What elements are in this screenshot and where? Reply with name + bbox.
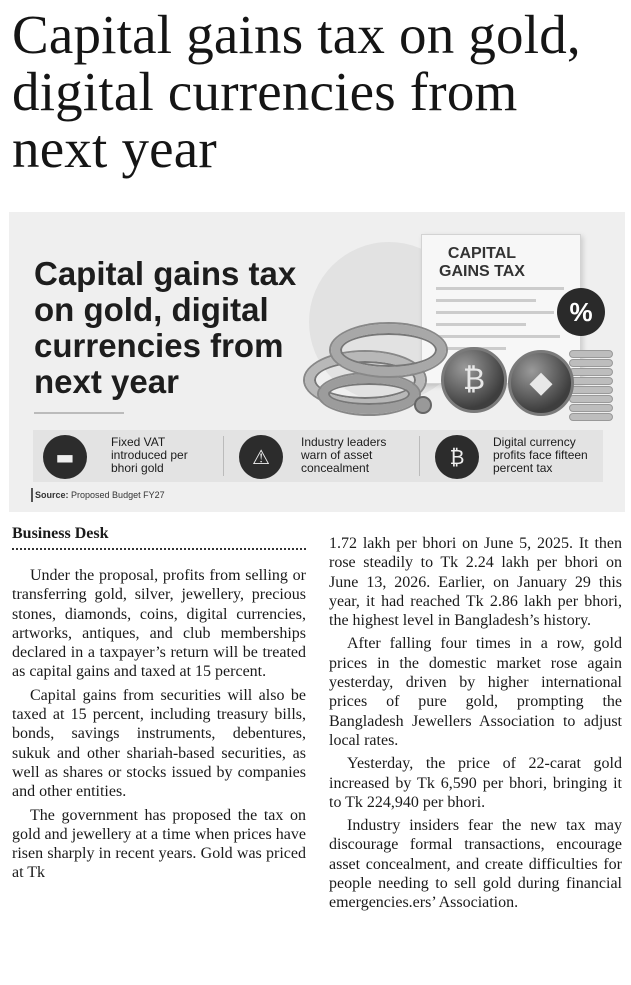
article-paragraph: Industry insiders fear the new tax may discourage formal transactions, encourage asset concealment, and create difficulties for people needing to sell gold during financial emergencies.ers’ Association. (329, 817, 622, 912)
pendant-icon (414, 396, 432, 414)
source-text: Proposed Budget FY27 (71, 490, 165, 500)
article-column-right (329, 534, 622, 917)
article-paragraph: After falling four times in a row, gold prices in the domestic market rose again yesterday, driven by higher international prices of pure gold, prompting the Bangladesh Jewellers Association to adjust local rates. (329, 635, 622, 749)
title-rule (34, 412, 124, 414)
source-marker (31, 488, 33, 502)
infographic-title: Capital gains tax on gold, digital currencies from next year (34, 255, 297, 400)
feature-text: Digital currency profits face fifteen percent tax (493, 435, 588, 475)
article-paragraph: The government has proposed the tax on gold and jewellery at a time when prices have risen sharply in recent years. Gold was priced at Tk (12, 806, 306, 882)
article-column-left (12, 524, 306, 887)
feature-text: Industry leaders warn of asset concealment (301, 435, 387, 475)
bitcoin-icon: ₿ (435, 435, 479, 479)
article-paragraph: Capital gains from securities will also be taxed at 15 percent, including treasury bills, bonds, savings instruments, debentures, sukuk and other shariah-based securities, as well as shares or stocks issued by companies and other entities. (12, 686, 306, 801)
source-line (35, 490, 165, 500)
article-paragraph: Under the proposal, profits from selling or transferring gold, silver, jewellery, precious stones, diamonds, coins, digital currencies, artworks, antiques, and club memberships declared in a taxpayer’s return will be treated as capital gains and taxed at 15 percent. (12, 567, 306, 681)
feature-item (425, 430, 603, 482)
article-paragraph: 1.72 lakh per bhori on June 5, 2025. It then rose steadily to Tk 2.24 lakh per bhori on June 13, 2026. Earlier, on January 29 this year, it had reached Tk 2.86 lakh per bhori, the highest level in Bangladesh’s history. (329, 535, 622, 630)
infographic (9, 212, 625, 512)
byline: Business Desk (12, 525, 109, 542)
people-warning-icon: ⚠ (239, 435, 283, 479)
gold-bar-icon: ▬ (43, 435, 87, 479)
ethereum-coin-icon: ◆ (508, 350, 574, 416)
bitcoin-coin-icon: ₿ (441, 347, 507, 413)
gold-bangle-icon (319, 374, 419, 414)
dotted-divider (12, 548, 306, 550)
headline: Capital gains tax on gold, digital currencies from next year (12, 4, 581, 179)
divider (223, 436, 224, 476)
article-paragraph: Yesterday, the price of 22-carat gold increased by Tk 6,590 per bhori, bringing it to Tk 224,940 per bhori. (329, 755, 622, 811)
coin-stack-icon (569, 350, 613, 422)
gold-bangle-icon (331, 324, 446, 376)
percent-badge-icon: % (557, 288, 605, 336)
feature-strip (33, 430, 603, 482)
source-label: Source: (35, 490, 69, 500)
divider (419, 436, 420, 476)
tax-document-title: CAPITAL GAINS TAX (439, 245, 525, 280)
feature-item (33, 430, 223, 482)
feature-item (229, 430, 419, 482)
feature-text: Fixed VAT introduced per bhori gold (111, 435, 188, 475)
